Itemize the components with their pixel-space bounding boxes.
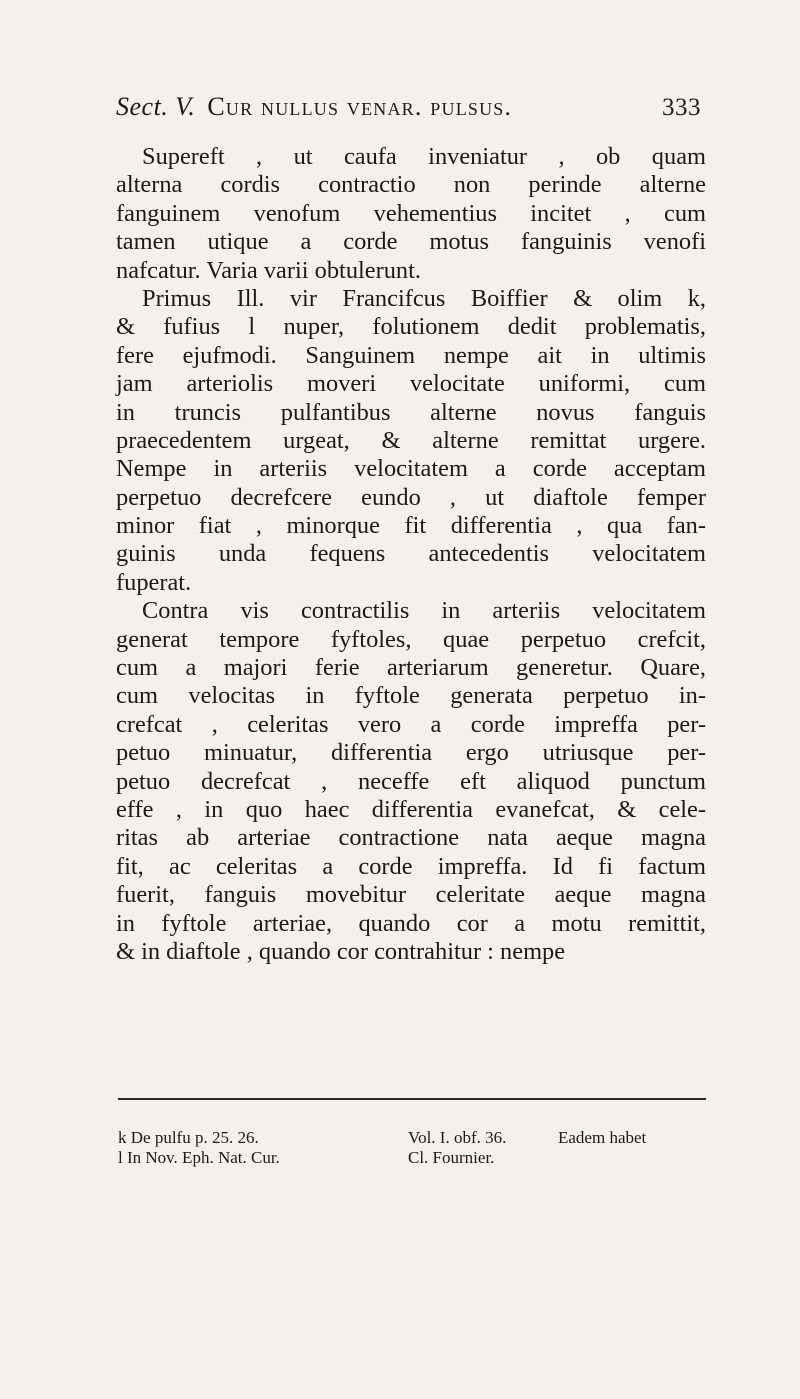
footnote-part-b: Vol. I. obf. 36.	[408, 1128, 507, 1147]
text-line: Nempe in arteriis velocitatem a corde acceptam	[116, 455, 706, 483]
text-line: petuo decrefcat , neceffe eft aliquod punctum	[116, 767, 706, 795]
chapter-title: Cur nullus venar. pulsus.	[207, 92, 513, 121]
section-label: Sect. V.	[116, 92, 196, 121]
text-line: petuo minuatur, differentia ergo utriusque per-	[116, 739, 706, 767]
text-line: perpetuo decrefcere eundo , ut diaftole femper	[116, 483, 706, 511]
footnote	[118, 1128, 718, 1148]
footnote-part-a: k De pulfu p. 25. 26.	[118, 1128, 259, 1147]
footnote-divider	[118, 1098, 706, 1100]
footnote-part-b: Cl. Fournier.	[408, 1148, 495, 1167]
text-line: Primus Ill. vir Francifcus Boiffier & olim k,	[142, 284, 706, 312]
page-number: 333	[662, 94, 701, 121]
footnote-part-c	[558, 1148, 718, 1168]
text-line: fanguinem venofum vehementius incitet , cum	[116, 199, 706, 227]
text-line: fuerit, fanguis movebitur celeritate aeque magna	[116, 881, 706, 909]
text-line: & in diaftole , quando cor contrahitur : nempe	[116, 937, 566, 965]
footnote	[118, 1148, 718, 1168]
body-text	[116, 143, 706, 966]
text-line: fuperat.	[116, 568, 192, 596]
text-line: fit, ac celeritas a corde impreffa. Id fi factum	[116, 852, 706, 880]
text-line: effe , in quo haec differentia evanefcat, & cele-	[116, 795, 706, 823]
footnotes	[118, 1128, 718, 1168]
text-line: guinis unda fequens antecedentis velocitatem	[116, 540, 706, 568]
footnote-part-a: l In Nov. Eph. Nat. Cur.	[118, 1148, 280, 1167]
text-line: jam arteriolis moveri velocitate uniformi, cum	[116, 370, 706, 398]
text-line: praecedentem urgeat, & alterne remittat urgere.	[116, 426, 706, 454]
footnote-part-c: Eadem habet	[558, 1128, 647, 1147]
text-line: cum a majori ferie arteriarum generetur. Quare,	[116, 654, 706, 682]
text-line: minor fiat , minorque fit differentia , qua fan-	[116, 512, 706, 540]
text-line: generat tempore fyftoles, quae perpetuo crefcit,	[116, 625, 706, 653]
text-line: & fufius l nuper, folutionem dedit problematis,	[116, 313, 706, 341]
text-line: Contra vis contractilis in arteriis velocitatem	[142, 597, 706, 625]
text-line: in truncis pulfantibus alterne novus fanguis	[116, 398, 706, 426]
text-line: Supereft , ut caufa inveniatur , ob quam	[142, 143, 706, 170]
text-line: fere ejufmodi. Sanguinem nempe ait in ultimis	[116, 341, 706, 369]
text-line: nafcatur. Varia varii obtulerunt.	[116, 256, 422, 284]
text-line: ritas ab arteriae contractione nata aeque magna	[116, 824, 706, 852]
text-line: cum velocitas in fyftole generata perpetuo in-	[116, 682, 706, 710]
running-head	[116, 92, 701, 132]
text-line: crefcat , celeritas vero a corde impreffa per-	[116, 710, 706, 738]
text-line: in fyftole arteriae, quando cor a motu remittit,	[116, 909, 706, 937]
text-line: tamen utique a corde motus fanguinis venofi	[116, 228, 706, 256]
text-line: alterna cordis contractio non perinde alterne	[116, 171, 706, 199]
